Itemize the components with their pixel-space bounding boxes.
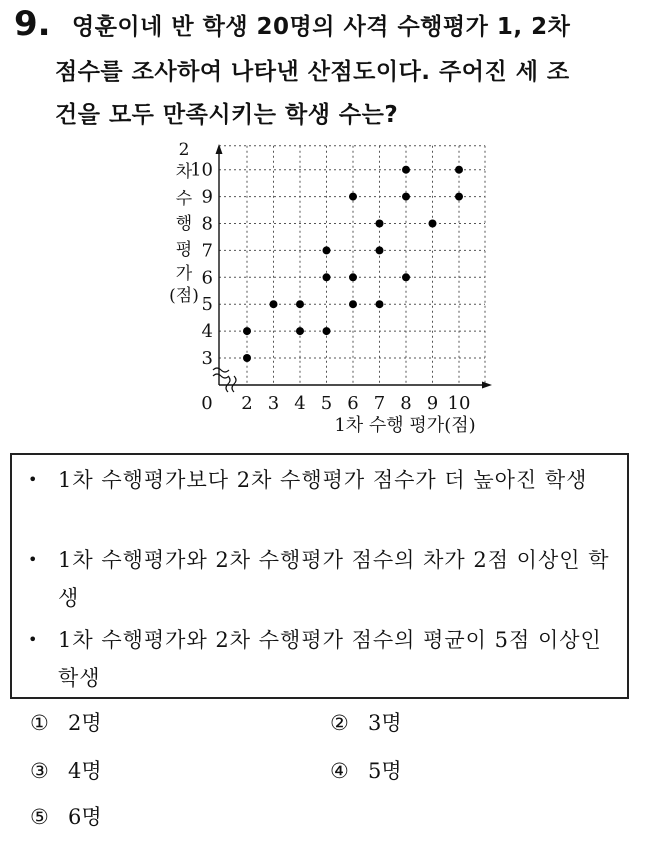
choice-1[interactable] — [30, 707, 102, 737]
choice-4-text: 5명 — [368, 759, 402, 783]
choice-4-mark: ④ — [330, 759, 349, 783]
x-tick-label: 9 — [426, 393, 439, 414]
origin-label: 0 — [201, 393, 213, 414]
data-point — [376, 220, 384, 228]
condition-3-bullet: • — [28, 630, 38, 649]
choice-4[interactable] — [330, 755, 402, 785]
data-point — [429, 220, 437, 228]
y-tick-label: 4 — [201, 321, 213, 343]
data-point — [376, 300, 384, 308]
y-axis-label: 2 — [178, 140, 190, 160]
choice-2-text: 3명 — [368, 711, 402, 735]
choice-5-text: 6명 — [68, 805, 102, 829]
x-axis-label: 1차 수행 평가(점) — [334, 415, 476, 436]
question-line-2: 점수를 조사하여 나타낸 산점도이다. 주어진 세 조 — [55, 59, 570, 85]
y-tick-label: 7 — [201, 240, 213, 262]
data-point — [455, 166, 463, 174]
choice-1-mark: ① — [30, 711, 49, 735]
condition-2-text: 1차 수행평가와 2차 수행평가 점수의 차가 2점 이상인 학생 — [58, 548, 610, 610]
y-tick-label: 8 — [201, 213, 213, 235]
y-axis-label: 차 — [175, 162, 193, 182]
condition-2-bullet: • — [28, 550, 38, 569]
data-point — [402, 193, 410, 201]
condition-3-text: 1차 수행평가와 2차 수행평가 점수의 평균이 5점 이상인 학생 — [58, 628, 602, 690]
x-tick-label: 6 — [347, 393, 359, 414]
y-tick-label: 6 — [201, 267, 213, 289]
y-tick-label: 5 — [201, 294, 213, 316]
choice-3-text: 4명 — [68, 759, 102, 783]
y-tick-label: 10 — [190, 159, 213, 181]
choice-2-mark: ② — [330, 711, 349, 735]
x-tick-label: 8 — [400, 393, 412, 414]
data-point — [376, 246, 384, 254]
data-point — [296, 327, 304, 335]
y-axis-label: 행 — [175, 214, 193, 234]
x-tick-label: 5 — [320, 393, 333, 414]
question-line-1: 영훈이네 반 학생 20명의 사격 수행평가 1, 2차 — [72, 14, 571, 40]
x-axis-break — [226, 376, 236, 392]
y-axis-label: 수 — [175, 189, 193, 209]
data-point — [270, 300, 278, 308]
choice-3-mark: ③ — [30, 759, 49, 783]
y-axis-break — [213, 368, 229, 378]
y-axis-arrow — [216, 144, 223, 154]
condition-1-text: 1차 수행평가보다 2차 수행평가 점수가 더 높아진 학생 — [58, 468, 588, 492]
data-point — [296, 300, 304, 308]
y-tick-label: 3 — [201, 348, 213, 369]
data-point — [402, 166, 410, 174]
data-point — [323, 273, 331, 281]
data-point — [243, 354, 251, 362]
conditions-box — [10, 453, 629, 699]
condition-1-bullet: • — [28, 470, 38, 489]
choice-2[interactable] — [330, 707, 402, 737]
choice-3[interactable] — [30, 755, 102, 785]
data-point — [323, 327, 331, 335]
x-tick-label: 7 — [373, 393, 386, 414]
condition-2 — [28, 541, 618, 617]
data-point — [349, 193, 357, 201]
y-tick-label: 9 — [201, 186, 213, 208]
x-tick-label: 10 — [447, 393, 471, 414]
choice-1-text: 2명 — [68, 711, 102, 735]
x-tick-label: 2 — [241, 393, 253, 414]
data-point — [323, 246, 331, 254]
y-axis-label: (점) — [169, 286, 199, 306]
x-axis-arrow — [482, 382, 492, 389]
condition-3 — [28, 621, 618, 697]
y-axis-label: 평 — [175, 240, 193, 260]
x-tick-label: 4 — [294, 393, 306, 414]
data-point — [243, 327, 251, 335]
data-point — [455, 193, 463, 201]
choice-5[interactable] — [30, 801, 102, 831]
condition-1 — [28, 461, 618, 499]
data-point — [349, 300, 357, 308]
question-number: 9. — [14, 4, 51, 44]
y-axis-label: 가 — [175, 264, 193, 284]
question-line-3: 건을 모두 만족시키는 학생 수는? — [55, 102, 399, 128]
data-point — [349, 273, 357, 281]
data-point — [402, 273, 410, 281]
choice-5-mark: ⑤ — [30, 805, 49, 829]
x-tick-label: 3 — [267, 393, 280, 414]
